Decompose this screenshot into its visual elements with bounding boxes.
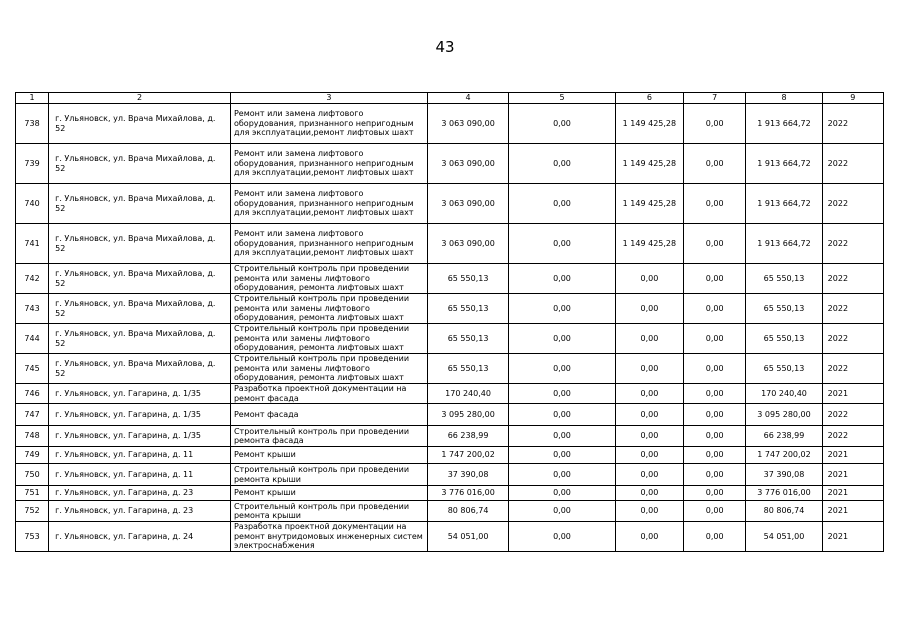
column-6-cell: 0,00	[615, 294, 683, 324]
column-5-cell: 0,00	[509, 104, 615, 144]
work-type-cell: Ремонт крыши	[230, 486, 427, 501]
column-header: 9	[822, 93, 883, 104]
row-number-cell: 751	[16, 486, 49, 501]
total-cost-cell: 3 063 090,00	[427, 184, 508, 224]
column-header: 7	[684, 93, 746, 104]
year-cell: 2022	[822, 184, 883, 224]
column-5-cell: 0,00	[509, 144, 615, 184]
year-cell: 2021	[822, 501, 883, 522]
total-cost-cell: 3 063 090,00	[427, 144, 508, 184]
column-8-cell: 1 913 664,72	[746, 144, 822, 184]
column-6-cell: 0,00	[615, 447, 683, 464]
address-cell: г. Ульяновск, ул. Гагарина, д. 1/35	[49, 426, 231, 447]
row-number-cell: 749	[16, 447, 49, 464]
column-7-cell: 0,00	[684, 324, 746, 354]
total-cost-cell: 66 238,99	[427, 426, 508, 447]
column-5-cell: 0,00	[509, 224, 615, 264]
address-cell: г. Ульяновск, ул. Врача Михайлова, д. 52	[49, 264, 231, 294]
column-6-cell: 0,00	[615, 404, 683, 426]
column-8-cell: 3 776 016,00	[746, 486, 822, 501]
work-type-cell: Ремонт крыши	[230, 447, 427, 464]
work-type-cell: Ремонт или замена лифтового оборудования, признанного непригодным для эксплуатации,ремонт лифтовых шахт	[230, 104, 427, 144]
column-header: 2	[49, 93, 231, 104]
year-cell: 2022	[822, 404, 883, 426]
year-cell: 2022	[822, 294, 883, 324]
column-6-cell: 0,00	[615, 384, 683, 404]
column-5-cell: 0,00	[509, 264, 615, 294]
column-5-cell: 0,00	[509, 522, 615, 552]
total-cost-cell: 1 747 200,02	[427, 447, 508, 464]
row-number-cell: 740	[16, 184, 49, 224]
row-number-cell: 745	[16, 354, 49, 384]
column-5-cell: 0,00	[509, 294, 615, 324]
table-row	[16, 464, 884, 486]
column-5-cell: 0,00	[509, 404, 615, 426]
column-7-cell: 0,00	[684, 501, 746, 522]
table-row	[16, 224, 884, 264]
year-cell: 2022	[822, 324, 883, 354]
total-cost-cell: 65 550,13	[427, 324, 508, 354]
column-7-cell: 0,00	[684, 264, 746, 294]
year-cell: 2021	[822, 384, 883, 404]
column-6-cell: 0,00	[615, 522, 683, 552]
row-number-cell: 750	[16, 464, 49, 486]
column-7-cell: 0,00	[684, 104, 746, 144]
column-header: 5	[509, 93, 615, 104]
column-7-cell: 0,00	[684, 404, 746, 426]
work-type-cell: Строительный контроль при проведении ремонта фасада	[230, 426, 427, 447]
table-row	[16, 104, 884, 144]
year-cell: 2022	[822, 144, 883, 184]
header-row	[16, 93, 884, 104]
column-header: 6	[615, 93, 683, 104]
column-6-cell: 0,00	[615, 354, 683, 384]
row-number-cell: 746	[16, 384, 49, 404]
column-7-cell: 0,00	[684, 522, 746, 552]
column-6-cell: 0,00	[615, 501, 683, 522]
row-number-cell: 742	[16, 264, 49, 294]
table-header	[16, 93, 884, 104]
total-cost-cell: 170 240,40	[427, 384, 508, 404]
address-cell: г. Ульяновск, ул. Врача Михайлова, д. 52	[49, 294, 231, 324]
column-7-cell: 0,00	[684, 426, 746, 447]
column-7-cell: 0,00	[684, 464, 746, 486]
page-number: 43	[435, 38, 455, 56]
year-cell: 2022	[822, 264, 883, 294]
column-7-cell: 0,00	[684, 144, 746, 184]
row-number-cell: 753	[16, 522, 49, 552]
table-row	[16, 354, 884, 384]
work-type-cell: Ремонт или замена лифтового оборудования, признанного непригодным для эксплуатации,ремонт лифтовых шахт	[230, 184, 427, 224]
column-6-cell: 1 149 425,28	[615, 104, 683, 144]
works-table	[15, 92, 884, 552]
year-cell: 2021	[822, 447, 883, 464]
total-cost-cell: 65 550,13	[427, 354, 508, 384]
table-row	[16, 384, 884, 404]
address-cell: г. Ульяновск, ул. Врача Михайлова, д. 52	[49, 224, 231, 264]
total-cost-cell: 3 063 090,00	[427, 104, 508, 144]
column-6-cell: 0,00	[615, 486, 683, 501]
column-5-cell: 0,00	[509, 501, 615, 522]
column-8-cell: 54 051,00	[746, 522, 822, 552]
column-8-cell: 1 913 664,72	[746, 184, 822, 224]
address-cell: г. Ульяновск, ул. Врача Михайлова, д. 52	[49, 324, 231, 354]
work-type-cell: Строительный контроль при проведении ремонта или замены лифтового оборудования, ремонта лифтовых шахт	[230, 324, 427, 354]
row-number-cell: 752	[16, 501, 49, 522]
address-cell: г. Ульяновск, ул. Гагарина, д. 1/35	[49, 384, 231, 404]
column-6-cell: 0,00	[615, 426, 683, 447]
work-type-cell: Строительный контроль при проведении ремонта или замены лифтового оборудования, ремонта лифтовых шахт	[230, 354, 427, 384]
work-type-cell: Ремонт или замена лифтового оборудования, признанного непригодным для эксплуатации,ремонт лифтовых шахт	[230, 224, 427, 264]
column-8-cell: 65 550,13	[746, 294, 822, 324]
column-5-cell: 0,00	[509, 354, 615, 384]
total-cost-cell: 3 063 090,00	[427, 224, 508, 264]
total-cost-cell: 3 776 016,00	[427, 486, 508, 501]
table-row	[16, 522, 884, 552]
total-cost-cell: 65 550,13	[427, 294, 508, 324]
total-cost-cell: 80 806,74	[427, 501, 508, 522]
row-number-cell: 743	[16, 294, 49, 324]
work-type-cell: Строительный контроль при проведении ремонта крыши	[230, 501, 427, 522]
column-header: 1	[16, 93, 49, 104]
address-cell: г. Ульяновск, ул. Гагарина, д. 23	[49, 486, 231, 501]
column-7-cell: 0,00	[684, 447, 746, 464]
column-5-cell: 0,00	[509, 384, 615, 404]
column-8-cell: 1 913 664,72	[746, 224, 822, 264]
address-cell: г. Ульяновск, ул. Врача Михайлова, д. 52	[49, 184, 231, 224]
column-header: 3	[230, 93, 427, 104]
work-type-cell: Разработка проектной документации на ремонт фасада	[230, 384, 427, 404]
column-7-cell: 0,00	[684, 184, 746, 224]
column-8-cell: 3 095 280,00	[746, 404, 822, 426]
column-7-cell: 0,00	[684, 294, 746, 324]
work-type-cell: Строительный контроль при проведении ремонта крыши	[230, 464, 427, 486]
table-body	[16, 104, 884, 552]
row-number-cell: 741	[16, 224, 49, 264]
year-cell: 2021	[822, 522, 883, 552]
total-cost-cell: 54 051,00	[427, 522, 508, 552]
address-cell: г. Ульяновск, ул. Врача Михайлова, д. 52	[49, 354, 231, 384]
work-type-cell: Разработка проектной документации на ремонт внутридомовых инженерных систем электроснабжения	[230, 522, 427, 552]
column-6-cell: 1 149 425,28	[615, 224, 683, 264]
column-8-cell: 80 806,74	[746, 501, 822, 522]
column-6-cell: 1 149 425,28	[615, 144, 683, 184]
column-7-cell: 0,00	[684, 486, 746, 501]
column-5-cell: 0,00	[509, 464, 615, 486]
column-8-cell: 170 240,40	[746, 384, 822, 404]
column-6-cell: 1 149 425,28	[615, 184, 683, 224]
table-row	[16, 426, 884, 447]
total-cost-cell: 65 550,13	[427, 264, 508, 294]
address-cell: г. Ульяновск, ул. Гагарина, д. 23	[49, 501, 231, 522]
work-type-cell: Ремонт или замена лифтового оборудования, признанного непригодным для эксплуатации,ремонт лифтовых шахт	[230, 144, 427, 184]
table-row	[16, 294, 884, 324]
column-7-cell: 0,00	[684, 224, 746, 264]
table-row	[16, 144, 884, 184]
row-number-cell: 739	[16, 144, 49, 184]
address-cell: г. Ульяновск, ул. Врача Михайлова, д. 52	[49, 144, 231, 184]
column-6-cell: 0,00	[615, 264, 683, 294]
year-cell: 2022	[822, 104, 883, 144]
column-5-cell: 0,00	[509, 324, 615, 354]
year-cell: 2021	[822, 486, 883, 501]
address-cell: г. Ульяновск, ул. Гагарина, д. 1/35	[49, 404, 231, 426]
total-cost-cell: 37 390,08	[427, 464, 508, 486]
year-cell: 2022	[822, 354, 883, 384]
address-cell: г. Ульяновск, ул. Врача Михайлова, д. 52	[49, 104, 231, 144]
table-row	[16, 501, 884, 522]
column-5-cell: 0,00	[509, 184, 615, 224]
column-8-cell: 65 550,13	[746, 354, 822, 384]
column-6-cell: 0,00	[615, 464, 683, 486]
address-cell: г. Ульяновск, ул. Гагарина, д. 11	[49, 464, 231, 486]
address-cell: г. Ульяновск, ул. Гагарина, д. 24	[49, 522, 231, 552]
column-8-cell: 1 913 664,72	[746, 104, 822, 144]
work-type-cell: Строительный контроль при проведении ремонта или замены лифтового оборудования, ремонта лифтовых шахт	[230, 264, 427, 294]
row-number-cell: 747	[16, 404, 49, 426]
row-number-cell: 738	[16, 104, 49, 144]
table-row	[16, 404, 884, 426]
row-number-cell: 748	[16, 426, 49, 447]
year-cell: 2022	[822, 426, 883, 447]
column-8-cell: 65 550,13	[746, 324, 822, 354]
column-header: 8	[746, 93, 822, 104]
column-5-cell: 0,00	[509, 447, 615, 464]
column-5-cell: 0,00	[509, 486, 615, 501]
column-5-cell: 0,00	[509, 426, 615, 447]
total-cost-cell: 3 095 280,00	[427, 404, 508, 426]
column-8-cell: 65 550,13	[746, 264, 822, 294]
table-row	[16, 324, 884, 354]
year-cell: 2022	[822, 224, 883, 264]
work-type-cell: Ремонт фасада	[230, 404, 427, 426]
table-row	[16, 264, 884, 294]
address-cell: г. Ульяновск, ул. Гагарина, д. 11	[49, 447, 231, 464]
column-7-cell: 0,00	[684, 354, 746, 384]
column-6-cell: 0,00	[615, 324, 683, 354]
row-number-cell: 744	[16, 324, 49, 354]
work-type-cell: Строительный контроль при проведении ремонта или замены лифтового оборудования, ремонта лифтовых шахт	[230, 294, 427, 324]
year-cell: 2021	[822, 464, 883, 486]
column-header: 4	[427, 93, 508, 104]
column-8-cell: 37 390,08	[746, 464, 822, 486]
table-row	[16, 486, 884, 501]
table-row	[16, 447, 884, 464]
column-7-cell: 0,00	[684, 384, 746, 404]
column-8-cell: 1 747 200,02	[746, 447, 822, 464]
column-8-cell: 66 238,99	[746, 426, 822, 447]
table-row	[16, 184, 884, 224]
